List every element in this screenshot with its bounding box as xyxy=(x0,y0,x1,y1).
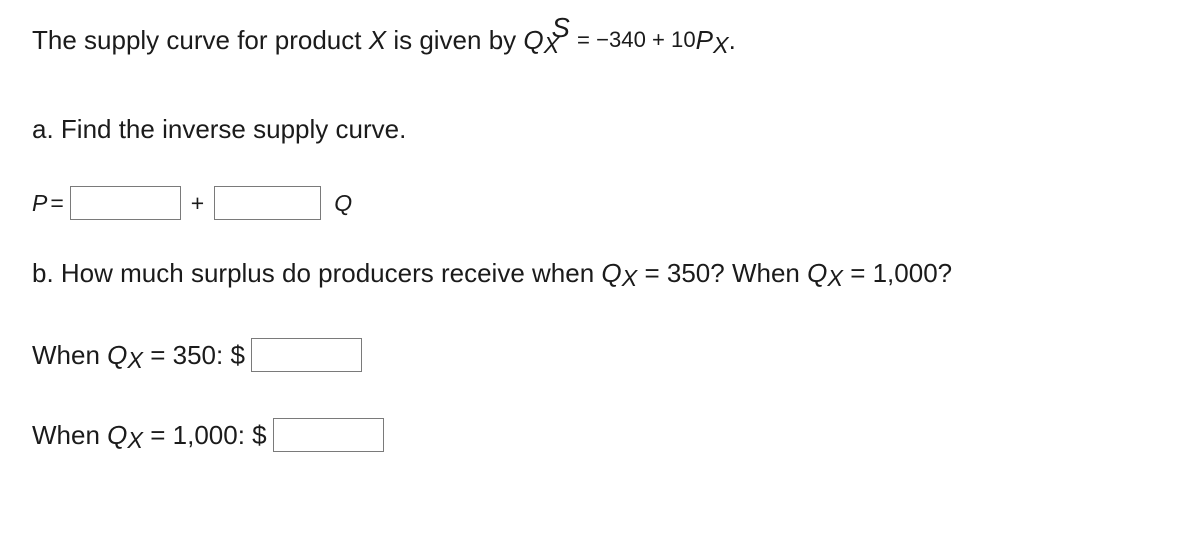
answer-350-when: When xyxy=(32,339,100,370)
inverse-p-label: P xyxy=(32,189,48,216)
part-b-q-sub-2: X xyxy=(827,265,843,292)
part-a-question-text: a. Find the inverse supply curve. xyxy=(32,114,407,144)
part-b-q-sub-1: X xyxy=(621,265,638,292)
intercept-input[interactable] xyxy=(70,186,181,220)
inverse-equals: = xyxy=(50,189,64,216)
answer-1000-when: When xyxy=(32,419,100,450)
surplus-1000-input[interactable] xyxy=(273,418,384,452)
answer-350-q-sub: X xyxy=(127,346,143,373)
inverse-plus: + xyxy=(190,189,205,216)
answer-350-suffix: = 350: $ xyxy=(150,339,245,370)
problem-statement xyxy=(32,11,736,58)
part-b-question-text: b. How much surplus do producers receive when xyxy=(32,258,595,288)
intro-text: The supply curve for product xyxy=(32,24,362,55)
part-b-q-var-1: Q xyxy=(601,258,622,288)
equation-p-subscript: X xyxy=(712,31,729,58)
inverse-q-label: Q xyxy=(334,189,353,216)
equation-q-subscript: X xyxy=(543,31,560,58)
equation-q: Q xyxy=(523,24,544,55)
answer-row-350 xyxy=(32,338,362,372)
equation-p: P xyxy=(695,24,713,55)
part-b-question xyxy=(32,258,953,292)
intro-mid-text: is given by xyxy=(393,24,517,55)
answer-row-1000 xyxy=(32,418,384,452)
product-variable: X xyxy=(368,24,387,55)
equation-period: . xyxy=(728,24,736,55)
equation-q-superscript: S xyxy=(551,11,570,43)
part-a-question xyxy=(32,114,406,145)
answer-1000-q: Q xyxy=(107,419,128,450)
part-b-q-var-2: Q xyxy=(807,258,828,288)
part-b-q1-text: = 350? When xyxy=(644,258,800,288)
part-b-q2-text: = 1,000? xyxy=(850,258,953,288)
surplus-350-input[interactable] xyxy=(251,338,362,372)
inverse-supply-row xyxy=(32,186,352,220)
slope-input[interactable] xyxy=(214,186,321,220)
answer-1000-q-sub: X xyxy=(127,426,143,453)
equation-rhs: = −340 + 10 xyxy=(577,27,696,52)
answer-350-q: Q xyxy=(107,339,128,370)
answer-1000-suffix: = 1,000: $ xyxy=(150,419,267,450)
